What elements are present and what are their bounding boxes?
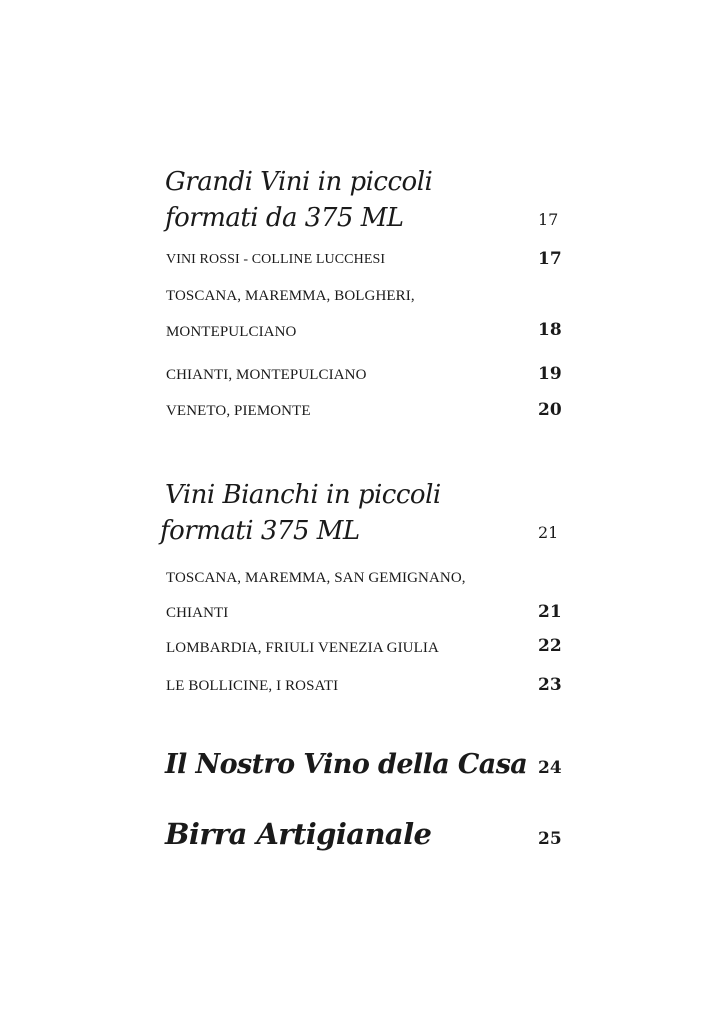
page-number: 25: [538, 829, 562, 849]
section-title-grandi-vini-line1: Grandi Vini in piccoli: [165, 167, 433, 197]
section-title-birra-artigianale: Birra Artigianale: [165, 817, 432, 851]
section-title-vini-bianchi-line2: formati 375 ML: [160, 516, 360, 546]
list-item-label: CHIANTI, MONTEPULCIANO: [166, 367, 367, 383]
page-number: 22: [538, 636, 562, 656]
page-number: 20: [538, 400, 562, 420]
list-item-label: LOMBARDIA, FRIULI VENEZIA GIULIA: [166, 640, 439, 656]
list-item-label: VENETO, PIEMONTE: [166, 403, 311, 419]
page-number: 21: [538, 523, 559, 542]
list-item-label: LE BOLLICINE, I ROSATI: [166, 678, 339, 694]
section-title-vini-bianchi-line1: Vini Bianchi in piccoli: [165, 480, 441, 510]
section-title-vino-della-casa: Il Nostro Vino della Casa: [165, 749, 528, 780]
list-item-label: VINI ROSSI - COLLINE LUCCHESI: [166, 252, 386, 267]
list-item-label: TOSCANA, MAREMMA, SAN GEMIGNANO,: [166, 570, 466, 586]
page-number: 24: [538, 758, 562, 778]
list-item-label: MONTEPULCIANO: [166, 324, 297, 340]
list-item-label: CHIANTI: [166, 605, 229, 621]
page-number: 17: [538, 210, 559, 229]
page-number: 19: [538, 364, 562, 384]
page-number: 21: [538, 602, 562, 622]
list-item-label: TOSCANA, MAREMMA, BOLGHERI,: [166, 288, 415, 304]
page-number: 18: [538, 320, 562, 340]
page-number: 17: [538, 249, 562, 269]
page-number: 23: [538, 675, 562, 695]
section-title-grandi-vini-line2: formati da 375 ML: [165, 203, 404, 233]
